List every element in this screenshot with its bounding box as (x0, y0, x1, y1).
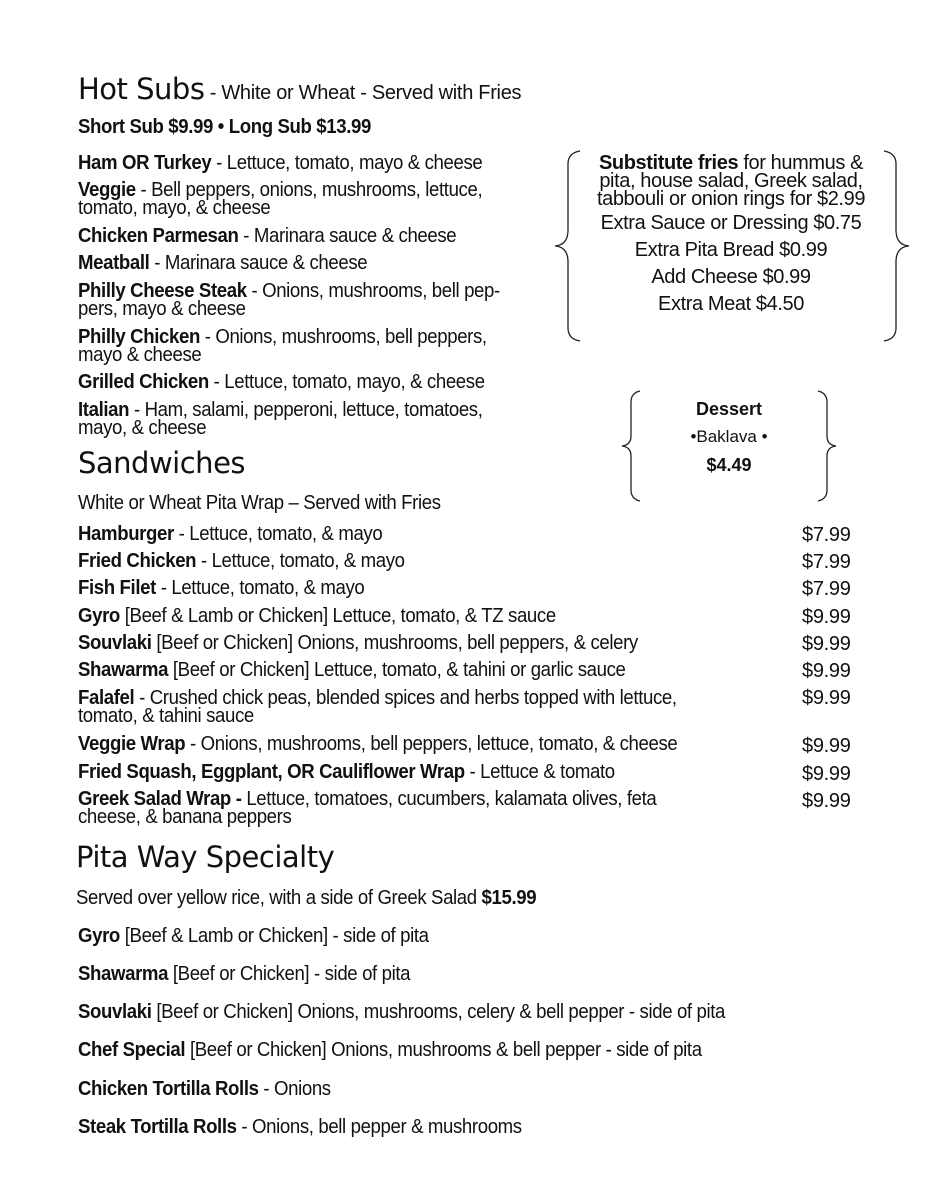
hot-subs-pricing: Short Sub $9.99 • Long Sub $13.99 (78, 116, 371, 138)
item-desc: Lettuce, tomatoes, cucumbers, kalamata olives, feta (241, 788, 657, 810)
extras-line6: Add Cheese $0.99 (651, 266, 811, 288)
extras-substitute-label: Substitute fries (598, 152, 739, 174)
item-desc-cont: mayo, & cheese (78, 417, 207, 439)
item-price: $7.99 (802, 578, 851, 600)
menu-item (78, 763, 615, 781)
item-desc-cont: tomato, & tahini sauce (78, 705, 254, 727)
menu-item (78, 227, 456, 245)
menu-item (78, 965, 410, 983)
item-name: Shawarma (78, 963, 169, 985)
item-desc: - Onions, mushrooms, bell peppers, lettuce, tomato, & cheese (185, 733, 678, 755)
item-desc: - Marinara sauce & cheese (149, 252, 368, 274)
menu-item (78, 1041, 702, 1059)
item-desc-cont: pers, mayo & cheese (78, 298, 246, 320)
hot-subs-title: Hot Subs (78, 72, 205, 106)
extras-line1: for hummus & (738, 152, 864, 174)
item-desc: - Onions (258, 1078, 331, 1100)
item-desc: [Beef or Chicken] - side of pita (168, 963, 411, 985)
menu-item (78, 689, 677, 725)
specialty-subtitle-text: Served over yellow rice, with a side of Greek Salad (76, 887, 482, 909)
item-desc: - Onions, bell pepper & mushrooms (236, 1116, 522, 1138)
item-desc: [Beef or Chicken] Lettuce, tomato, & tahini or garlic sauce (168, 659, 626, 681)
right-brace-icon (882, 150, 912, 342)
item-name: Chicken Parmesan (78, 225, 239, 247)
item-name: Chicken Tortilla Rolls (78, 1078, 259, 1100)
item-desc: - Onions, mushrooms, bell peppers, (199, 326, 487, 348)
item-name: Fried Chicken (78, 550, 197, 572)
item-name: Veggie Wrap (78, 733, 186, 755)
item-desc: - Lettuce, tomato, mayo, & cheese (208, 371, 485, 393)
item-name: Steak Tortilla Rolls (78, 1116, 237, 1138)
menu-item (78, 607, 556, 625)
specialty-price: $15.99 (481, 887, 537, 909)
item-desc: [Beef & Lamb or Chicken] - side of pita (119, 925, 429, 947)
menu-item (78, 1080, 331, 1098)
item-desc: - Bell peppers, onions, mushrooms, lettuce, (135, 179, 483, 201)
item-desc: - Lettuce, tomato, & mayo (196, 550, 405, 572)
item-name: Hamburger (78, 523, 174, 545)
item-desc-cont: tomato, mayo, & cheese (78, 197, 271, 219)
dessert-price: $4.49 (706, 455, 752, 475)
item-name: Fish Filet (78, 577, 156, 599)
item-desc: - Marinara sauce & cheese (238, 225, 457, 247)
item-desc: - Ham, salami, pepperoni, lettuce, tomatoes, (129, 399, 483, 421)
item-name: Gyro (78, 605, 120, 627)
menu-item (78, 401, 483, 437)
extras-line7: Extra Meat $4.50 (658, 293, 804, 315)
menu-item (78, 661, 625, 679)
item-desc: - Lettuce, tomato, & mayo (173, 523, 383, 545)
item-price: $9.99 (802, 606, 851, 628)
extras-line3: tabbouli or onion rings for $2.99 (596, 188, 866, 210)
sandwiches-subtitle: White or Wheat Pita Wrap – Served with Fries (78, 492, 441, 514)
item-desc: [Beef & Lamb or Chicken] Lettuce, tomato, & TZ sauce (119, 605, 556, 627)
item-name: Italian (78, 399, 130, 421)
specialty-subtitle (76, 889, 536, 907)
item-name: Chef Special (78, 1039, 186, 1061)
item-price: $9.99 (802, 660, 851, 682)
item-desc: [Beef or Chicken] Onions, mushrooms, celery & bell pepper - side of pita (151, 1001, 726, 1023)
menu-item (78, 373, 485, 391)
item-name: Fried Squash, Eggplant, OR Cauliflower Wrap (78, 761, 465, 783)
item-name: Falafel (78, 687, 135, 709)
item-desc: - Lettuce, tomato, mayo & cheese (211, 152, 483, 174)
item-name: Greek Salad Wrap - (78, 788, 242, 810)
item-price: $9.99 (802, 687, 851, 709)
dessert-box (644, 396, 814, 478)
item-price: $7.99 (802, 524, 851, 546)
menu-item (78, 634, 638, 652)
item-price: $9.99 (802, 633, 851, 655)
item-desc: [Beef or Chicken] Onions, mushrooms, bell peppers, & celery (151, 632, 638, 654)
specialty-title: Pita Way Specialty (76, 840, 335, 874)
item-name: Souvlaki (78, 1001, 152, 1023)
sandwiches-title: Sandwiches (78, 446, 246, 480)
item-name: Souvlaki (78, 632, 152, 654)
menu-item (78, 735, 677, 753)
menu-item (78, 552, 405, 570)
item-desc: - Lettuce, tomato, & mayo (155, 577, 365, 599)
item-name: Meatball (78, 252, 150, 274)
item-desc-cont: cheese, & banana peppers (78, 806, 292, 828)
extras-line2: pita, house salad, Greek salad, (599, 170, 863, 192)
menu-item (78, 579, 364, 597)
item-name: Ham OR Turkey (78, 152, 212, 174)
hot-subs-header (78, 72, 521, 106)
item-desc: [Beef or Chicken] Onions, mushrooms & bell pepper - side of pita (185, 1039, 702, 1061)
dessert-title: Dessert (695, 399, 763, 419)
dessert-right-brace-icon (814, 390, 838, 502)
menu-item (78, 1118, 522, 1136)
item-desc-cont: mayo & cheese (78, 344, 202, 366)
item-price: $9.99 (802, 763, 851, 785)
menu-item (78, 790, 656, 826)
item-name: Shawarma (78, 659, 169, 681)
menu-item (78, 181, 482, 217)
menu-item (78, 154, 482, 172)
item-price: $9.99 (802, 790, 851, 812)
item-name: Philly Cheese Steak (78, 280, 247, 302)
menu-item (78, 927, 429, 945)
extras-line5: Extra Pita Bread $0.99 (634, 239, 828, 261)
menu-item (78, 328, 487, 364)
menu-item (78, 254, 367, 272)
hot-subs-subtitle: - White or Wheat - Served with Fries (204, 82, 522, 104)
extras-line4: Extra Sauce or Dressing $0.75 (600, 212, 862, 234)
dessert-item: •Baklava • (690, 427, 768, 446)
item-name: Gyro (78, 925, 120, 947)
item-desc: - Lettuce & tomato (464, 761, 615, 783)
item-name: Veggie (78, 179, 136, 201)
item-name: Grilled Chicken (78, 371, 209, 393)
dessert-left-brace-icon (620, 390, 644, 502)
item-price: $9.99 (802, 735, 851, 757)
item-name: Philly Chicken (78, 326, 200, 348)
menu-item (78, 282, 500, 318)
menu-item (78, 1003, 725, 1021)
item-price: $7.99 (802, 551, 851, 573)
item-desc: - Onions, mushrooms, bell pep- (246, 280, 500, 302)
menu-item (78, 525, 382, 543)
item-desc: - Crushed chick peas, blended spices and herbs topped with lettuce, (134, 687, 677, 709)
extras-box (576, 154, 886, 318)
